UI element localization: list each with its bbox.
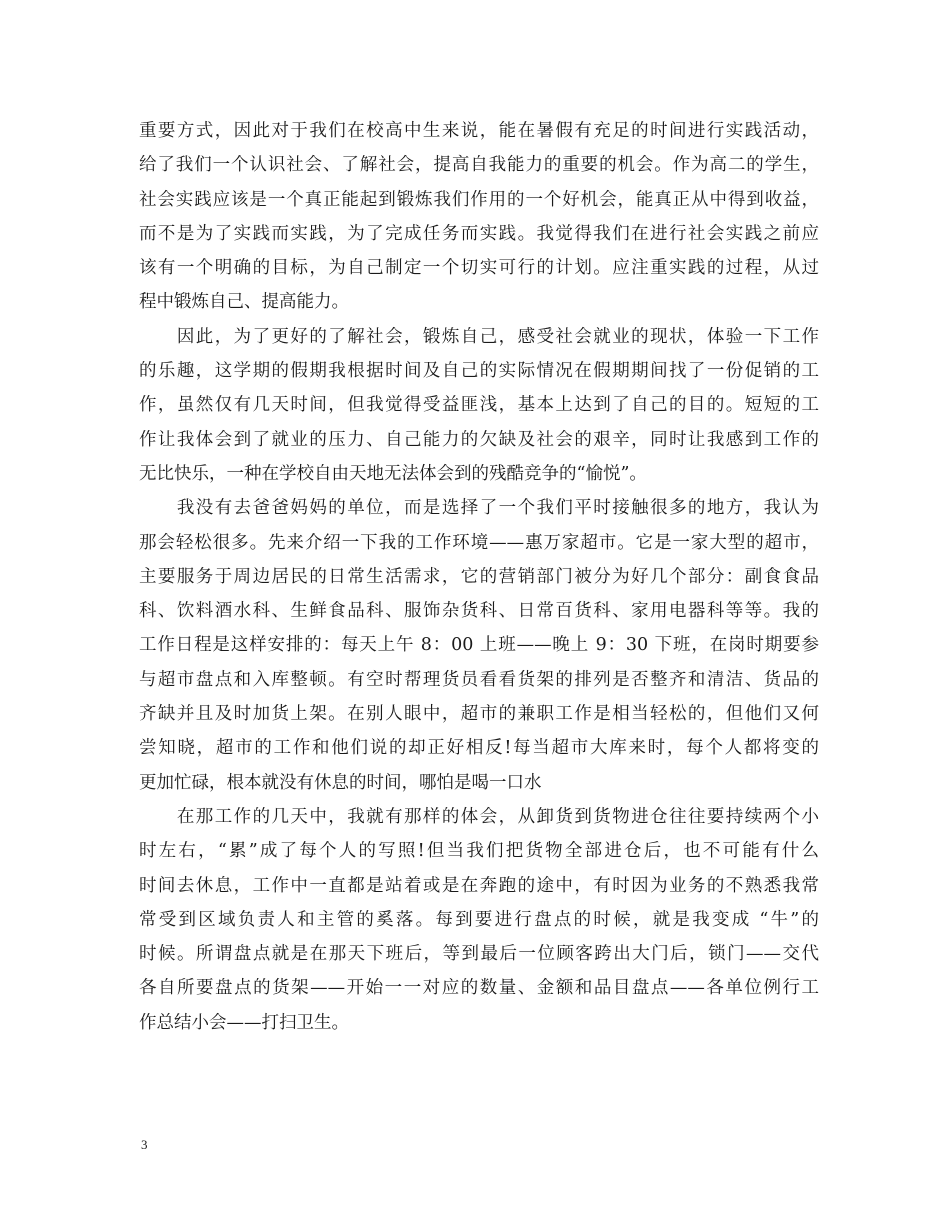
text-line: 作总结小会——打扫卫生。 [139,1012,349,1033]
text-line: 常受到区域负责人和主管的奚落。每到要进行盘点的时候，就是我变成 “牛”的 [139,909,819,930]
text-line: 因此，为了更好的了解社会，锻炼自己，感受社会就业的现状，体验一下工作 [139,326,819,347]
text-line: 作让我体会到了就业的压力、自己能力的欠缺及社会的艰辛，同时让我感到工作的 [139,429,819,450]
text-line: 那会轻松很多。先来介绍一下我的工作环境——惠万家超市。它是一家大型的超市， [139,532,819,553]
text-line: 科、饮料酒水科、生鲜食品科、服饰杂货科、日常百货科、家用电器科等等。我的 [139,601,819,622]
text-line: 在那工作的几天中，我就有那样的体会，从卸货到货物进仓往往要持续两个小 [139,806,819,827]
text-line: 时间去休息，工作中一直都是站着或是在奔跑的途中，有时因为业务的不熟悉我常 [139,875,819,896]
text-line: 时候。所谓盘点就是在那天下班后，等到最后一位顾客跨出大门后，锁门——交代 [139,944,819,965]
text-line: 与超市盘点和入库整顿。有空时帮理货员看看货架的排列是否整齐和清洁、货品的 [139,669,819,690]
document-body [139,114,819,1040]
text-line: 而不是为了实践而实践，为了完成任务而实践。我觉得我们在进行社会实践之前应 [139,223,819,244]
paragraph [139,800,819,1040]
text-line: 程中锻炼自己、提高能力。 [139,292,349,313]
text-line: 的乐趣，这学期的假期我根据时间及自己的实际情况在假期期间找了一份促销的工 [139,361,819,382]
text-line: 尝知晓，超市的工作和他们说的却正好相反!每当超市大库来时，每个人都将变的 [139,738,819,759]
text-line: 社会实践应该是一个真正能起到锻炼我们作用的一个好机会，能真正从中得到收益， [139,189,819,210]
text-line: 工作日程是这样安排的：每天上午 8：00 上班——晚上 9：30 下班，在岗时期要参 [139,635,819,656]
text-line: 我没有去爸爸妈妈的单位，而是选择了一个我们平时接触很多的地方，我认为 [139,498,819,519]
text-line: 齐缺并且及时加货上架。在别人眼中，超市的兼职工作是相当轻松的，但他们又何 [139,704,819,725]
text-line: 给了我们一个认识社会、了解社会，提高自我能力的重要的机会。作为高二的学生， [139,155,819,176]
text-line: 该有一个明确的目标，为自己制定一个切实可行的计划。应注重实践的过程，从过 [139,258,819,279]
text-line: 无比快乐，一种在学校自由天地无法体会到的残酷竞争的“愉悦”。 [139,463,647,484]
text-line: 时左右，“累”成了每个人的写照!但当我们把货物全部进仓后，也不可能有什么 [139,841,819,862]
text-line: 更加忙碌，根本就没有休息的时间，哪怕是喝一口水 [139,772,542,793]
page-number: 3 [141,1137,148,1152]
text-line: 各自所要盘点的货架——开始一一对应的数量、金额和品目盘点——各单位例行工 [139,978,819,999]
paragraph [139,491,819,800]
text-line: 作，虽然仅有几天时间，但我觉得受益匪浅，基本上达到了自己的目的。短短的工 [139,395,819,416]
text-line: 重要方式，因此对于我们在校高中生来说，能在暑假有充足的时间进行实践活动， [139,121,819,141]
text-line: 主要服务于周边居民的日常生活需求，它的营销部门被分为好几个部分：副食食品 [139,566,819,587]
paragraph [139,320,819,491]
paragraph [139,114,819,320]
